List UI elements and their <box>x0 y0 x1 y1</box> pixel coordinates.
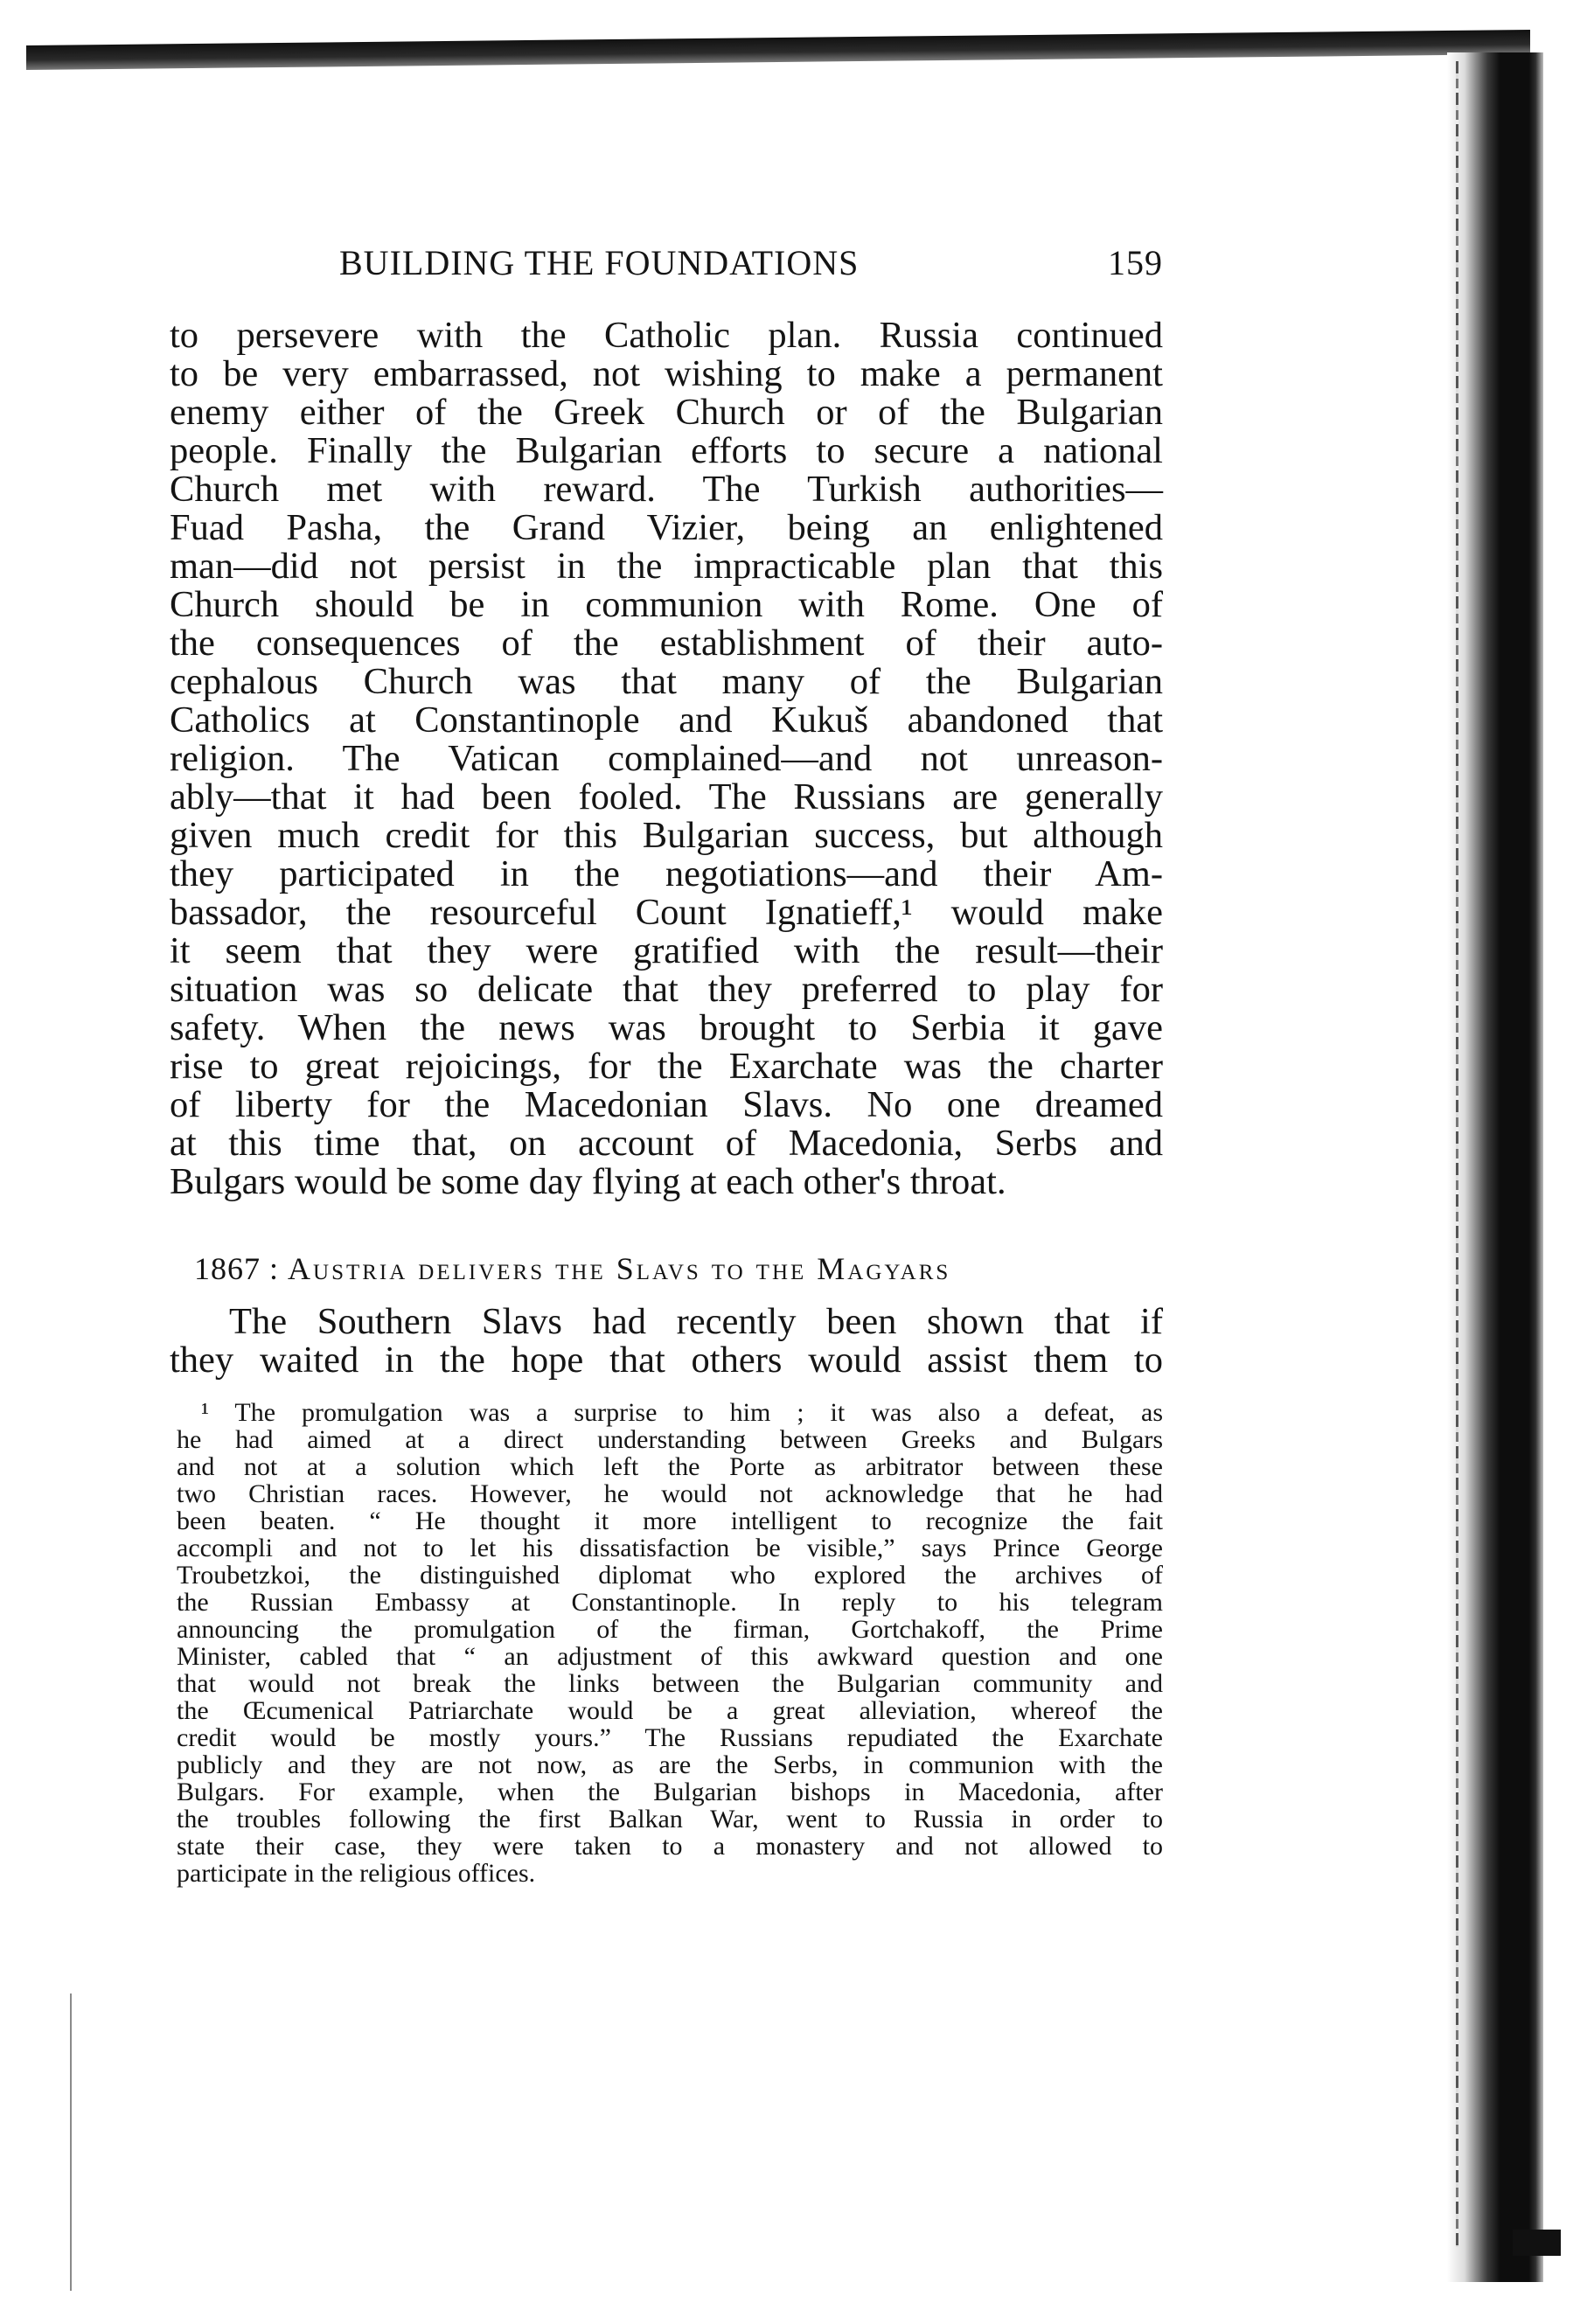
section-heading <box>194 1250 1163 1287</box>
scan-shadow-gutter <box>1447 52 1543 2282</box>
text-line: they participated in the negotiations—and their Am- <box>170 853 1163 894</box>
footnote-line: two Christian races. However, he would not acknowledge that he had <box>177 1479 1163 1508</box>
section-title: Austria delivers the Slavs to the Magyars <box>288 1251 951 1286</box>
text-line: it seem that they were gratified with the result—their <box>170 930 1163 971</box>
running-head <box>339 242 1163 295</box>
text-line: Catholics at Constantinople and Kukuš abandoned that <box>170 699 1163 741</box>
text-line: people. Finally the Bulgarian efforts to secure a national <box>170 430 1163 471</box>
footnote-line: ¹ The promulgation was a surprise to him ; it was also a defeat, as <box>201 1398 1163 1427</box>
text-line: they waited in the hope that others would assist them to <box>170 1339 1163 1381</box>
text-line: religion. The Vatican complained—and not unreason- <box>170 738 1163 779</box>
text-line: rise to great rejoicings, for the Exarchate was the charter <box>170 1046 1163 1087</box>
scan-shadow-top <box>26 30 1530 70</box>
text-line: bassador, the resourceful Count Ignatieff,¹ would make <box>170 892 1163 933</box>
footnote-line: Troubetzkoi, the distinguished diplomat who explored the archives of <box>177 1561 1163 1590</box>
scan-page-edge <box>1456 61 1458 2247</box>
text-line: safety. When the news was brought to Serbia it gave <box>170 1007 1163 1048</box>
footnote-line: he had aimed at a direct understanding between Greeks and Bulgars <box>177 1425 1163 1454</box>
text-line: enemy either of the Greek Church or of the Bulgarian <box>170 392 1163 433</box>
footnote-line: announcing the promulgation of the firman, Gortchakoff, the Prime <box>177 1615 1163 1644</box>
text-line: ably—that it had been fooled. The Russians are generally <box>170 776 1163 818</box>
main-paragraph <box>170 317 1163 1201</box>
footnote-line: credit would be mostly yours.” The Russians repudiated the Exarchate <box>177 1723 1163 1752</box>
text-line: man—did not persist in the impracticable plan that this <box>170 546 1163 587</box>
text-line: to be very embarrassed, not wishing to make a permanent <box>170 353 1163 394</box>
scan-page-edge-left <box>70 1993 72 2291</box>
text-line: cephalous Church was that many of the Bulgarian <box>170 661 1163 702</box>
text-line: given much credit for this Bulgarian success, but although <box>170 815 1163 856</box>
footnote <box>177 1399 1163 1887</box>
text-line: Fuad Pasha, the Grand Vizier, being an enlightened <box>170 507 1163 548</box>
text-line: to persevere with the Catholic plan. Russia continued <box>170 315 1163 356</box>
footnote-line: state their case, they were taken to a monastery and not allowed to <box>177 1832 1163 1861</box>
footnote-line: the troubles following the first Balkan War, went to Russia in order to <box>177 1805 1163 1833</box>
page-number: 159 <box>1108 243 1163 282</box>
footnote-line: Minister, cabled that “ an adjustment of this awkward question and one <box>177 1642 1163 1671</box>
footnote-line: and not at a solution which left the Porte as arbitrator between these <box>177 1452 1163 1481</box>
footnote-line: that would not break the links between the Bulgarian community and <box>177 1669 1163 1698</box>
footnote-line: been beaten. “ He thought it more intelligent to recognize the fait <box>177 1506 1163 1535</box>
footnote-line: accompli and not to let his dissatisfaction be visible,” says Prince George <box>177 1534 1163 1562</box>
running-title: BUILDING THE FOUNDATIONS <box>339 243 860 282</box>
text-line: The Southern Slavs had recently been shown that if <box>229 1301 1163 1342</box>
text-line: the consequences of the establishment of their auto- <box>170 623 1163 664</box>
footnote-line: Bulgars. For example, when the Bulgarian bishops in Macedonia, after <box>177 1778 1163 1806</box>
footnote-line: the Russian Embassy at Constantinople. In reply to his telegram <box>177 1588 1163 1617</box>
footnote-line: the Œcumenical Patriarchate would be a great alleviation, whereof the <box>177 1696 1163 1725</box>
text-line: situation was so delicate that they preferred to play for <box>170 969 1163 1010</box>
text-line: at this time that, on account of Macedonia, Serbs and <box>170 1123 1163 1164</box>
text-line: Church met with reward. The Turkish authorities— <box>170 469 1163 510</box>
section-paragraph <box>170 1303 1163 1380</box>
footnote-line: participate in the religious offices. <box>177 1859 536 1888</box>
footnote-line: publicly and they are not now, as are the Serbs, in communion with the <box>177 1750 1163 1779</box>
scan-shadow-corner <box>1513 2230 1561 2256</box>
text-line: of liberty for the Macedonian Slavs. No one dreamed <box>170 1084 1163 1125</box>
section-year: 1867 : <box>194 1251 280 1286</box>
text-line: Bulgars would be some day flying at each other's throat. <box>170 1161 1006 1202</box>
text-line: Church should be in communion with Rome. One of <box>170 584 1163 625</box>
